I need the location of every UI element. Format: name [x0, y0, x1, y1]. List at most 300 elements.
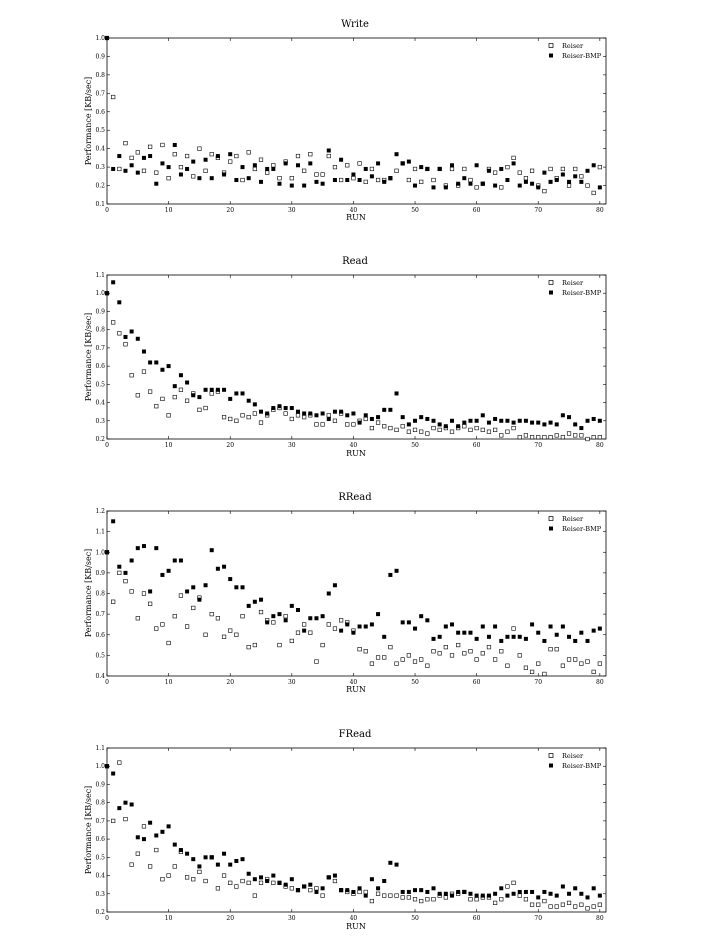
data-point-reiser: [167, 414, 171, 418]
data-point-reiser-bmp: [284, 883, 288, 887]
data-point-reiser: [567, 901, 571, 905]
data-point-reiser: [241, 614, 245, 618]
x-tick-label: 30: [287, 442, 296, 449]
data-point-reiser-bmp: [204, 388, 208, 392]
data-point-reiser-bmp: [518, 419, 522, 423]
x-tick-label: 0: [105, 442, 109, 449]
data-point-reiser: [487, 645, 491, 649]
data-point-reiser: [573, 167, 577, 171]
data-point-reiser-bmp: [185, 167, 189, 171]
data-point-reiser-bmp: [333, 410, 337, 414]
y-tick-label: 0.3: [95, 164, 105, 172]
data-point-reiser-bmp: [247, 604, 251, 608]
x-tick-label: 40: [349, 679, 358, 686]
data-point-reiser: [204, 879, 208, 883]
data-point-reiser-bmp: [185, 589, 189, 593]
data-point-reiser: [493, 428, 497, 432]
data-point-reiser-bmp: [314, 413, 318, 417]
data-point-reiser: [321, 173, 325, 177]
data-point-reiser-bmp: [542, 422, 546, 426]
data-point-reiser: [142, 370, 146, 374]
data-point-reiser: [592, 670, 596, 674]
data-point-reiser-bmp: [370, 417, 374, 421]
data-point-reiser-bmp: [487, 635, 491, 639]
data-point-reiser: [463, 652, 467, 656]
data-point-reiser: [419, 658, 423, 662]
data-point-reiser-bmp: [444, 892, 448, 896]
data-point-reiser: [296, 154, 300, 158]
data-point-reiser-bmp: [376, 886, 380, 890]
data-point-reiser-bmp: [505, 894, 509, 898]
data-point-reiser: [265, 171, 269, 175]
data-point-reiser: [376, 892, 380, 896]
data-point-reiser-bmp: [327, 875, 331, 879]
data-point-reiser-bmp: [339, 888, 343, 892]
data-point-reiser: [204, 633, 208, 637]
legend-label-reiser: Reiser: [562, 752, 584, 760]
data-point-reiser-bmp: [277, 612, 281, 616]
data-point-reiser: [376, 178, 380, 182]
data-point-reiser: [222, 874, 226, 878]
y-tick-label: 0.7: [95, 90, 105, 98]
data-point-reiser-bmp: [518, 635, 522, 639]
data-point-reiser-bmp: [302, 884, 306, 888]
x-tick-label: 30: [287, 915, 296, 922]
data-point-reiser-bmp: [123, 801, 127, 805]
data-point-reiser: [444, 896, 448, 900]
data-point-reiser-bmp: [549, 625, 553, 629]
data-point-reiser: [512, 156, 516, 160]
data-point-reiser-bmp: [210, 548, 214, 552]
y-tick-label: 0.9: [95, 781, 105, 789]
data-point-reiser-bmp: [567, 635, 571, 639]
data-point-reiser-bmp: [327, 417, 331, 421]
data-point-reiser: [198, 147, 202, 151]
data-point-reiser-bmp: [204, 158, 208, 162]
data-point-reiser: [154, 171, 158, 175]
data-point-reiser: [241, 178, 245, 182]
data-point-reiser: [512, 881, 516, 885]
data-point-reiser: [573, 434, 577, 438]
data-point-reiser-bmp: [586, 639, 590, 643]
data-point-reiser-bmp: [204, 583, 208, 587]
data-point-reiser: [148, 865, 152, 869]
y-tick-label: 0.5: [95, 652, 105, 660]
data-point-reiser: [395, 662, 399, 666]
data-point-reiser: [469, 897, 473, 901]
x-tick-label: 60: [472, 207, 481, 214]
data-point-reiser-bmp: [160, 368, 164, 372]
data-point-reiser-bmp: [160, 161, 164, 165]
x-tick-label: 70: [534, 679, 543, 686]
data-point-reiser: [389, 645, 393, 649]
data-point-reiser: [426, 664, 430, 668]
data-point-reiser: [426, 432, 430, 436]
data-point-reiser-bmp: [567, 180, 571, 184]
data-point-reiser-bmp: [444, 625, 448, 629]
data-point-reiser-bmp: [241, 585, 245, 589]
data-point-reiser-bmp: [167, 364, 171, 368]
data-point-reiser: [358, 647, 362, 651]
data-point-reiser-bmp: [579, 892, 583, 896]
data-point-reiser: [364, 890, 368, 894]
data-point-reiser: [253, 643, 257, 647]
data-point-reiser-bmp: [197, 598, 201, 602]
data-point-reiser: [376, 656, 380, 660]
x-tick-label: 0: [105, 679, 109, 686]
data-point-reiser-bmp: [123, 169, 127, 173]
data-point-reiser: [247, 415, 251, 419]
data-point-reiser: [339, 178, 343, 182]
data-point-reiser: [333, 165, 337, 169]
x-tick-label: 20: [226, 915, 235, 922]
data-point-reiser: [173, 865, 177, 869]
data-point-reiser-bmp: [314, 890, 318, 894]
data-point-reiser: [580, 662, 584, 666]
data-point-reiser-bmp: [407, 160, 411, 164]
x-tick-label: 20: [226, 442, 235, 449]
data-point-reiser-bmp: [302, 629, 306, 633]
data-point-reiser-bmp: [241, 165, 245, 169]
data-point-reiser-bmp: [333, 583, 337, 587]
data-point-reiser: [524, 897, 528, 901]
data-point-reiser-bmp: [567, 892, 571, 896]
y-tick-label: 0.6: [95, 108, 105, 116]
data-point-reiser-bmp: [382, 408, 386, 412]
data-point-reiser: [284, 614, 288, 618]
data-point-reiser: [198, 870, 202, 874]
data-point-reiser: [179, 594, 183, 598]
data-point-reiser-bmp: [450, 163, 454, 167]
legend-label-reiser: Reiser: [562, 42, 584, 50]
data-point-reiser: [481, 652, 485, 656]
data-point-reiser: [364, 180, 368, 184]
data-point-reiser-bmp: [499, 639, 503, 643]
data-point-reiser-bmp: [481, 625, 485, 629]
data-point-reiser-bmp: [364, 413, 368, 417]
data-point-reiser-bmp: [321, 614, 325, 618]
data-point-reiser-bmp: [117, 300, 121, 304]
y-tick-label: 0.5: [95, 854, 105, 862]
data-point-reiser: [450, 167, 454, 171]
y-tick-label: 1.0: [95, 35, 105, 42]
data-point-reiser-bmp: [277, 182, 281, 186]
data-point-reiser: [111, 321, 115, 325]
data-point-reiser-bmp: [395, 391, 399, 395]
data-point-reiser-bmp: [105, 764, 109, 768]
data-point-reiser: [475, 186, 479, 190]
data-point-reiser: [567, 184, 571, 188]
data-point-reiser-bmp: [358, 886, 362, 890]
x-axis-label: RUN: [346, 685, 366, 694]
data-point-reiser: [161, 397, 165, 401]
data-point-reiser-bmp: [296, 163, 300, 167]
data-point-reiser-bmp: [555, 178, 559, 182]
data-point-reiser: [345, 423, 349, 427]
data-point-reiser: [241, 879, 245, 883]
data-point-reiser: [524, 176, 528, 180]
data-point-reiser: [358, 890, 362, 894]
y-axis-label: Performance [KB/sec]: [84, 312, 93, 402]
data-point-reiser-bmp: [277, 881, 281, 885]
data-point-reiser-bmp: [438, 635, 442, 639]
data-point-reiser-bmp: [123, 335, 127, 339]
data-point-reiser-bmp: [216, 567, 220, 571]
data-point-reiser: [154, 404, 158, 408]
data-point-reiser-bmp: [111, 280, 115, 284]
data-point-reiser: [327, 623, 331, 627]
data-point-reiser: [136, 151, 140, 155]
data-point-reiser-bmp: [314, 180, 318, 184]
data-point-reiser: [438, 652, 442, 656]
data-point-reiser-bmp: [419, 415, 423, 419]
data-point-reiser-bmp: [413, 888, 417, 892]
data-point-reiser-bmp: [413, 184, 417, 188]
data-point-reiser-bmp: [432, 185, 436, 189]
data-point-reiser: [543, 435, 547, 439]
data-point-reiser-bmp: [197, 176, 201, 180]
data-point-reiser-bmp: [475, 419, 479, 423]
data-point-reiser-bmp: [277, 404, 281, 408]
data-point-reiser-bmp: [450, 894, 454, 898]
data-point-reiser: [173, 395, 177, 399]
y-tick-label: 0.8: [95, 590, 105, 598]
data-point-reiser-bmp: [271, 614, 275, 618]
data-point-reiser-bmp: [456, 631, 460, 635]
data-point-reiser-bmp: [382, 635, 386, 639]
y-tick-label: 1.1: [95, 528, 105, 536]
data-point-reiser-bmp: [154, 833, 158, 837]
data-point-reiser: [216, 616, 220, 620]
data-point-reiser: [290, 887, 294, 891]
data-point-reiser: [272, 881, 276, 885]
data-point-reiser-bmp: [259, 180, 263, 184]
data-point-reiser: [413, 660, 417, 664]
data-point-reiser-bmp: [222, 852, 226, 856]
data-point-reiser-bmp: [105, 36, 109, 40]
data-point-reiser: [136, 393, 140, 397]
data-point-reiser: [499, 186, 503, 190]
data-point-reiser: [167, 641, 171, 645]
data-point-reiser-bmp: [308, 161, 312, 165]
x-axis-label: RUN: [346, 922, 366, 931]
data-point-reiser-bmp: [561, 172, 565, 176]
data-point-reiser: [506, 430, 510, 434]
data-point-reiser: [315, 660, 319, 664]
data-point-reiser: [235, 885, 239, 889]
data-point-reiser-bmp: [173, 559, 177, 563]
data-point-reiser: [222, 635, 226, 639]
x-tick-label: 20: [226, 207, 235, 214]
data-point-reiser-bmp: [475, 163, 479, 167]
data-point-reiser: [555, 647, 559, 651]
x-tick-label: 80: [596, 915, 604, 922]
x-tick-label: 80: [596, 442, 604, 449]
data-point-reiser-bmp: [228, 863, 232, 867]
data-point-reiser-bmp: [185, 381, 189, 385]
data-point-reiser: [469, 649, 473, 653]
x-axis-label: RUN: [346, 449, 366, 458]
data-point-reiser-bmp: [234, 178, 238, 182]
data-point-reiser: [278, 176, 282, 180]
data-point-reiser: [419, 899, 423, 903]
data-point-reiser: [216, 887, 220, 891]
data-point-reiser: [456, 643, 460, 647]
data-point-reiser: [450, 654, 454, 658]
data-point-reiser-bmp: [302, 184, 306, 188]
data-point-reiser: [284, 412, 288, 416]
data-point-reiser: [401, 896, 405, 900]
data-point-reiser-bmp: [425, 167, 429, 171]
y-tick-label: 0.3: [95, 890, 105, 898]
data-point-reiser-bmp: [573, 639, 577, 643]
data-point-reiser-bmp: [284, 161, 288, 165]
data-point-reiser-bmp: [419, 165, 423, 169]
y-tick-label: 0.9: [95, 308, 105, 316]
data-point-reiser: [370, 426, 374, 430]
data-point-reiser: [395, 169, 399, 173]
data-point-reiser-bmp: [142, 837, 146, 841]
y-tick-label: 0.7: [95, 344, 105, 352]
data-point-reiser: [130, 590, 134, 594]
data-point-reiser-bmp: [130, 329, 134, 333]
data-point-reiser-bmp: [592, 417, 596, 421]
data-point-reiser: [524, 434, 528, 438]
data-point-reiser-bmp: [530, 622, 534, 626]
data-point-reiser-bmp: [432, 637, 436, 641]
data-point-reiser: [222, 415, 226, 419]
data-point-reiser: [518, 171, 522, 175]
data-point-reiser: [419, 180, 423, 184]
legend-label-reiser: Reiser: [562, 279, 584, 287]
data-point-reiser-bmp: [462, 890, 466, 894]
data-point-reiser: [290, 176, 294, 180]
data-point-reiser: [235, 154, 239, 158]
data-point-reiser-bmp: [259, 875, 263, 879]
data-point-reiser-bmp: [598, 627, 602, 631]
data-point-reiser-bmp: [290, 877, 294, 881]
y-tick-label: 0.9: [95, 53, 105, 61]
data-point-reiser: [407, 654, 411, 658]
data-point-reiser-bmp: [364, 167, 368, 171]
x-axis-label: RUN: [346, 213, 366, 222]
data-point-reiser: [327, 414, 331, 418]
data-point-reiser-bmp: [167, 569, 171, 573]
data-point-reiser-bmp: [253, 877, 257, 881]
data-point-reiser-bmp: [586, 169, 590, 173]
data-point-reiser-bmp: [555, 894, 559, 898]
data-point-reiser: [543, 899, 547, 903]
data-point-reiser-bmp: [419, 888, 423, 892]
data-point-reiser: [333, 419, 337, 423]
data-point-reiser: [499, 897, 503, 901]
data-point-reiser: [161, 877, 165, 881]
data-point-reiser-bmp: [524, 890, 528, 894]
data-point-reiser-bmp: [444, 424, 448, 428]
data-point-reiser-bmp: [142, 350, 146, 354]
data-point-reiser: [167, 874, 171, 878]
y-tick-label: 1.1: [95, 272, 105, 279]
data-point-reiser-bmp: [413, 627, 417, 631]
data-point-reiser-bmp: [573, 422, 577, 426]
data-point-reiser-bmp: [290, 406, 294, 410]
data-point-reiser-bmp: [228, 152, 232, 156]
data-point-reiser-bmp: [456, 890, 460, 894]
data-point-reiser-bmp: [271, 167, 275, 171]
data-point-reiser: [259, 881, 263, 885]
data-point-reiser: [191, 877, 195, 881]
data-point-reiser-bmp: [518, 890, 522, 894]
data-point-reiser: [370, 899, 374, 903]
x-tick-label: 10: [164, 915, 173, 922]
y-tick-label: 0.2: [95, 909, 105, 916]
y-tick-label: 0.8: [95, 326, 105, 334]
data-point-reiser: [272, 621, 276, 625]
legend-label-reiser: Reiser: [562, 515, 584, 523]
data-point-reiser: [463, 424, 467, 428]
data-point-reiser: [315, 173, 319, 177]
data-point-reiser-bmp: [549, 421, 553, 425]
data-point-reiser: [161, 623, 165, 627]
data-point-reiser-bmp: [536, 421, 540, 425]
data-point-reiser-bmp: [290, 604, 294, 608]
legend-marker-reiser-bmp: [549, 527, 553, 531]
data-point-reiser: [118, 761, 122, 765]
data-point-reiser-bmp: [259, 410, 263, 414]
data-point-reiser-bmp: [407, 620, 411, 624]
data-point-reiser-bmp: [425, 417, 429, 421]
legend-marker-reiser-bmp: [549, 54, 553, 58]
data-point-reiser-bmp: [407, 890, 411, 894]
data-point-reiser: [518, 435, 522, 439]
x-tick-label: 70: [534, 207, 543, 214]
data-point-reiser-bmp: [499, 167, 503, 171]
data-point-reiser: [333, 627, 337, 631]
data-point-reiser: [290, 639, 294, 643]
data-point-reiser: [272, 163, 276, 167]
data-point-reiser: [481, 428, 485, 432]
data-point-reiser: [401, 424, 405, 428]
y-tick-label: 0.7: [95, 611, 105, 619]
data-point-reiser-bmp: [351, 890, 355, 894]
y-tick-label: 0.3: [95, 417, 105, 425]
data-point-reiser-bmp: [493, 625, 497, 629]
data-point-reiser: [309, 152, 313, 156]
data-point-reiser: [549, 435, 553, 439]
legend-marker-reiser: [549, 281, 553, 285]
data-point-reiser: [512, 627, 516, 631]
data-point-reiser-bmp: [438, 892, 442, 896]
data-point-reiser-bmp: [351, 411, 355, 415]
data-point-reiser: [358, 162, 362, 166]
data-point-reiser-bmp: [136, 337, 140, 341]
data-point-reiser: [253, 894, 257, 898]
data-point-reiser-bmp: [364, 894, 368, 898]
data-point-reiser-bmp: [542, 639, 546, 643]
data-point-reiser-bmp: [450, 419, 454, 423]
data-point-reiser: [463, 167, 467, 171]
data-point-reiser-bmp: [401, 620, 405, 624]
y-tick-label: 1.0: [95, 763, 105, 771]
data-point-reiser-bmp: [561, 884, 565, 888]
data-point-reiser-bmp: [117, 154, 121, 158]
y-tick-label: 0.5: [95, 381, 105, 389]
data-point-reiser: [536, 662, 540, 666]
chart-title: RRead: [338, 492, 372, 503]
data-point-reiser-bmp: [148, 589, 152, 593]
data-point-reiser-bmp: [524, 419, 528, 423]
data-point-reiser: [339, 619, 343, 623]
